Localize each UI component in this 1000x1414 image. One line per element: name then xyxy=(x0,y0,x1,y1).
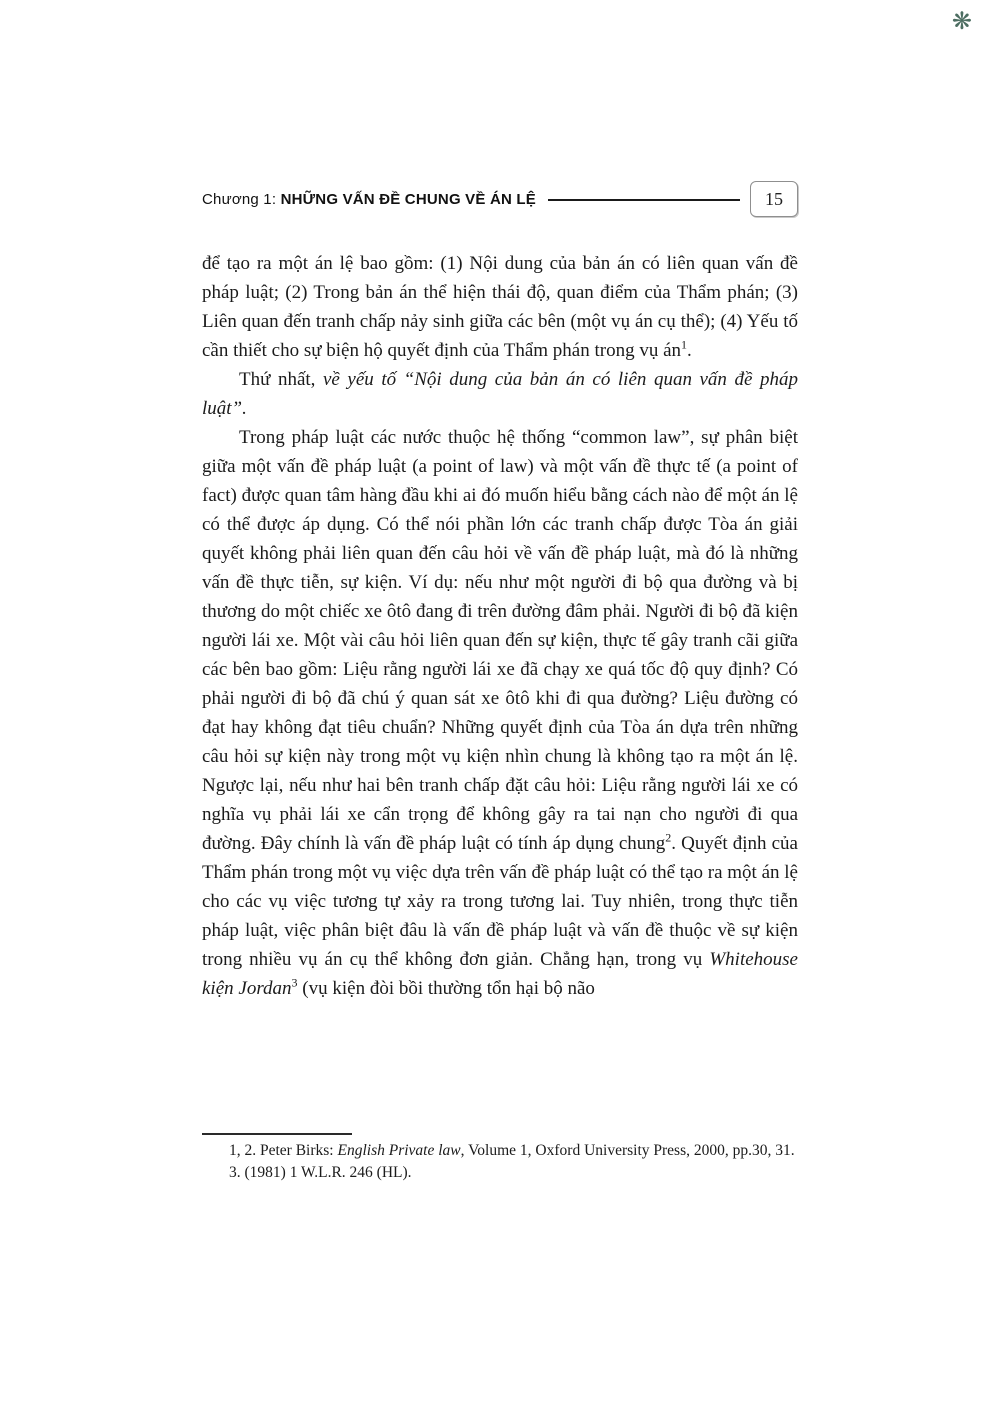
chapter-heading xyxy=(202,191,536,208)
text-run: 1, 2. Peter Birks: xyxy=(229,1142,338,1159)
text-run: . xyxy=(687,340,692,361)
header-rule xyxy=(548,199,740,201)
text-run: . Quyết định của Thẩm phán trong một vụ việc dựa trên vấn đề pháp luật có thể tạo ra một án lệ cho các vụ việc tương tự xảy ra trong tương lai. Tuy nhiên, trong thực tiễn pháp luật, việc phân biệt đâu là vấn đề pháp luật và vấn đề thuộc về sự kiện trong nhiều vụ án cụ thể không đơn giản. Chẳng hạn, trong vụ xyxy=(202,833,798,970)
body-paragraphs xyxy=(202,249,798,1003)
footnote-item xyxy=(202,1140,798,1162)
footnote-item xyxy=(202,1162,798,1184)
text-run: English Private law xyxy=(337,1142,461,1159)
text-run: 3. (1981) 1 W.L.R. 246 (HL). xyxy=(229,1164,412,1181)
page-number-box xyxy=(750,181,798,217)
footnote-ref: 1 xyxy=(681,337,688,352)
text-run: Thứ nhất, xyxy=(239,369,323,390)
chapter-title: NHỮNG VẤN ĐỀ CHUNG VỀ ÁN LỆ xyxy=(280,190,536,208)
footnote-ref: 3 xyxy=(291,975,298,990)
footnotes xyxy=(202,1140,798,1184)
text-run: về yếu tố “Nội dung của bản án có liên quan vấn đề pháp luật”. xyxy=(202,369,798,419)
text-run: , Volume 1, Oxford University Press, 2000, pp.30, 31. xyxy=(460,1142,795,1159)
chapter-prefix: Chương 1: xyxy=(202,190,281,208)
text-run: Whitehouse kiện Jordan xyxy=(202,949,798,999)
chapter-header xyxy=(202,181,798,217)
footnote-rule xyxy=(202,1133,352,1135)
paragraph xyxy=(202,365,798,423)
paragraph xyxy=(202,249,798,365)
page-number: 15 xyxy=(765,188,783,209)
text-run: để tạo ra một án lệ bao gồm: (1) Nội dung của bản án có liên quan vấn đề pháp luật; (2) Trong bản án thể hiện thái độ, quan điểm của Thẩm phán; (3) Liên quan đến tranh chấp nảy sinh giữa các bên (một vụ án cụ thể); (4) Yếu tố cần thiết cho sự biện hộ quyết định của Thẩm phán trong vụ án xyxy=(202,253,798,361)
text-run: Trong pháp luật các nước thuộc hệ thống “common law”, sự phân biệt giữa một vấn đề pháp luật (a point of law) và một vấn đề thực tế (a point of fact) được quan tâm hàng đầu khi ai đó muốn hiểu bằng cách nào để một án lệ có thể được áp dụng. Có thể nói phần lớn các tranh chấp được Tòa án giải quyết không phải liên quan đến câu hỏi về vấn đề pháp luật, mà đó là những vấn đề thực tiễn, sự kiện. Ví dụ: nếu như một người đi bộ qua đường và bị thương do một chiếc xe ôtô đang đi trên đường đâm phải. Người đi bộ đã kiện người lái xe. Một vài câu hỏi liên quan đến sự kiện, thực tế gây tranh cãi giữa các bên bao gồm: Liệu rằng người lái xe đã chạy xe quá tốc độ quy định? Có phải người đi bộ đã chú ý quan sát xe ôtô khi đi qua đường? Liệu đường có đạt hay không đạt tiêu chuẩn? Những quyết định của Tòa án dựa trên những câu hỏi sự kiện này trong một vụ kiện nhìn chung là không tạo ra một án lệ. Ngược lại, nếu như hai bên tranh chấp đặt câu hỏi: Liệu rằng người lái xe có nghĩa vụ phải lái xe cẩn trọng để không gây ra tai nạn cho người đi qua đường. Đây chính là vấn đề pháp luật có tính áp dụng chung xyxy=(202,427,798,854)
flower-ornament-icon: ❋ xyxy=(951,9,972,35)
paragraph xyxy=(202,423,798,1003)
footnote-ref: 2 xyxy=(665,830,672,845)
text-run: (vụ kiện đòi bồi thường tổn hại bộ não xyxy=(297,978,595,999)
